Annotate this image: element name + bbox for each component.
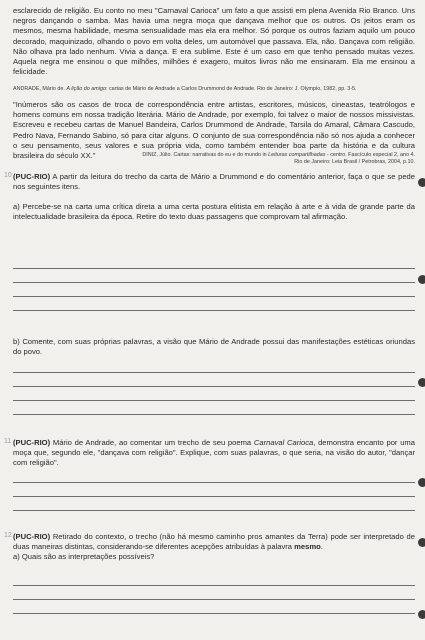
item-a-text: a) Percebe-se na carta uma crítica direta a uma certa postura elitista em relação à arte e à vida de grande parte da intelectualidade brasileira da época. Retire do texto duas passagens que comprovam tal afirmação. <box>13 202 415 222</box>
binder-hole <box>418 378 425 387</box>
item-b-text: b) Comente, com suas próprias palavras, a visão que Mário de Andrade possui das manifestações estéticas oriundas do povo. <box>13 337 415 357</box>
question-12 <box>4 532 415 563</box>
answer-line[interactable] <box>13 400 415 401</box>
question-source-tag: (PUC-RIO) <box>13 532 51 541</box>
source2-author: DINIZ, Júlio. Cartas: narrativas do eu e do mundo in <box>142 152 269 158</box>
letter-excerpt <box>13 6 415 77</box>
answer-line[interactable] <box>13 613 415 614</box>
question-text-end: , demonstra encanto por uma moça que, segundo ele, "dançava com religião". Explique, com suas palavras, o que seria, na visão do autor, "dançar com religião". <box>13 438 415 468</box>
binder-hole <box>418 538 425 547</box>
source2-title: Leituras compartilhadas <box>268 152 326 158</box>
answer-line[interactable] <box>13 268 415 269</box>
binder-hole <box>418 275 425 284</box>
answer-line[interactable] <box>13 510 415 511</box>
answer-line[interactable] <box>13 372 415 373</box>
answer-line[interactable] <box>13 296 415 297</box>
source-citation-1 <box>13 86 415 93</box>
question-text-start: Retirado do contexto, o trecho (não há mesmo caminho pros amantes da Terra) pode ser interpretado de duas maneiras distintas, considerando-se diferentes acepções atribuídas à palavra <box>13 532 415 552</box>
question-source-tag: (PUC-RIO) <box>13 438 51 447</box>
binder-hole <box>418 178 425 187</box>
question-10 <box>4 172 415 192</box>
question-source-tag: (PUC-RIO) <box>13 172 51 181</box>
answer-line[interactable] <box>13 414 415 415</box>
answer-lines-10b[interactable] <box>13 372 415 428</box>
question-10-item-a <box>13 202 415 222</box>
question-text-start: Mário de Andrade, ao comentar um trecho de seu poema <box>50 438 254 447</box>
answer-line[interactable] <box>13 310 415 311</box>
binder-hole <box>418 610 425 619</box>
answer-lines-11[interactable] <box>13 482 415 524</box>
keyword-mesmo: mesmo <box>294 542 321 552</box>
binder-hole <box>418 478 425 487</box>
quotation-text: "Inúmeros são os casos de troca de correspondência entre artistas, escritores, músicos, cineastas, teatrólogos e homens comuns em nossa tradição literária. Mário de Andrade, por exemplo, foi talvez o maior de nossos missivistas. Escreveu e recebeu cartas de Manuel Bandeira, Carlos Drummond de Andrade, Tarsila do Amaral, Câmara Cascudo, Pedro Nava, Fernando Sabino, só para citar alguns. O conjunto de sua correspondência não só nos ajuda a conhecer o seu pensamento, seus valores e sua própria vida, como também entender boa parte da história e da cultura brasileira do século XX." <box>13 100 415 161</box>
question-number: 10 <box>4 172 12 179</box>
source-citation-2 <box>13 152 415 166</box>
answer-lines-12a[interactable] <box>13 585 415 627</box>
answer-line[interactable] <box>13 599 415 600</box>
answer-line[interactable] <box>13 496 415 497</box>
source1-rest: : cartas de Mário de Andrade a Carlos Drummond de Andrade. Rio de Janeiro: J. Olympio, 1982, pp. 3-5. <box>105 86 357 92</box>
answer-line[interactable] <box>13 282 415 283</box>
poem-title: Carnaval Carioca <box>253 438 314 447</box>
answer-line[interactable] <box>13 482 415 483</box>
answer-lines-10a[interactable] <box>13 268 415 324</box>
answer-line[interactable] <box>13 386 415 387</box>
item-a-text: a) Quais são as interpretações possíveis? <box>13 552 155 562</box>
question-number: 11 <box>4 438 12 445</box>
question-text-end: . <box>320 542 323 552</box>
question-text: A partir da leitura do trecho da carta de Mário a Drummond e do comentário anterior, faça o que se pede nos seguintes itens. <box>13 172 415 192</box>
source2-publisher: Rio de Janeiro: Leia Brasil / Petrobras, 2004, p.10. <box>294 159 415 165</box>
question-11 <box>4 438 415 469</box>
source1-author: ANDRADE, Mário de. <box>13 86 65 92</box>
question-number: 12 <box>4 532 12 539</box>
source1-title: A lição do amigo <box>66 86 106 92</box>
source2-rest: - centro. Fascículo especial 2, ano 4. <box>325 152 415 158</box>
question-10-item-b <box>13 337 415 357</box>
letter-text: esclarecido de religião. Eu conto no meu "Carnaval Carioca" um fato a que assisti em plena Avenida Rio Branco. Uns negros dançando o samba. Mas havia uma negra moça que dançava melhor que os outros. Os jeitos eram os mesmos, mesma habilidade, mesma sensualidade mas ela era melhor. Só porque os outros faziam aquilo um pouco decorado, maquinizado, olhando o povo em volta deles, um automóvel que passava. Ela, não. Dançava com religião. Não olhava pra lado nenhum. Vivia a dança. E era sublime. Este é um caso em que tenho pensado muitas vezes. Aquela negra me ensinou o que milhões, milhões é exagero, muitos livros não me ensinaram. Ela me ensinou a felicidade. <box>13 6 415 77</box>
answer-line[interactable] <box>13 585 415 586</box>
